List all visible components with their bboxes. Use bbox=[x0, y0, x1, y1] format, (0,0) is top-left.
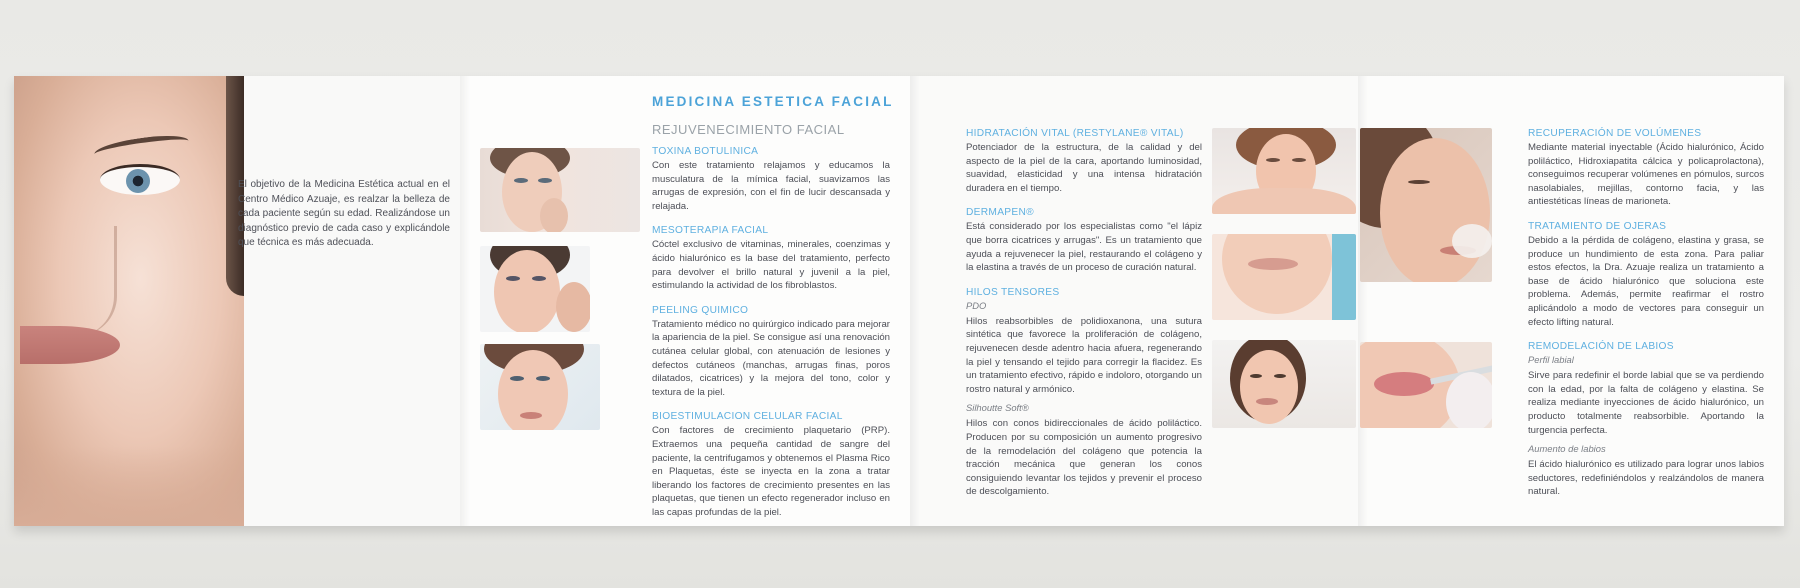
treatment-text: Debido a la pérdida de colágeno, elastina y grasa, se produce un hundimiento de esta zona. Para paliar estos efectos, la Dra. Azuaje realiza un tratamiento a base de ácido hialurónico que soluciona este problema. Además, permite reafirmar el rostro aplicándolo a modo de vectores para conseguir un efecto lifting natural. bbox=[1528, 234, 1764, 328]
treatment-heading: HIDRATACIÓN VITAL (RESTYLANE® VITAL) bbox=[966, 128, 1184, 139]
treatment-heading: DERMAPEN® bbox=[966, 207, 1034, 219]
treatment-text: Sirve para redefinir el borde labial que se va perdiendo con la edad, por la falta de colágeno y elastina. Se realiza mediante inyecciones de ácido hialurónico, un producto totalmente reabsorbible. Aportando la turgencia perfecta. bbox=[1528, 370, 1764, 436]
treatment-heading: REMODELACIÓN DE LABIOS bbox=[1528, 341, 1674, 353]
treatment-mesoterapia bbox=[652, 225, 890, 292]
treatment-subheading: Silhoutte Soft® bbox=[966, 402, 1029, 414]
photo-volumenes-face bbox=[1360, 128, 1492, 282]
brochure bbox=[14, 76, 1784, 526]
photo-hidratacion-woman bbox=[1212, 128, 1356, 214]
treatment-text: El ácido hialurónico es utilizado para lograr unos labios seductores, redefiniéndolos y realzándolos de manera natural. bbox=[1528, 459, 1764, 498]
hero-face-photo bbox=[14, 76, 244, 526]
fold-shadow bbox=[910, 76, 920, 526]
photo-peeling-face bbox=[480, 344, 600, 430]
treatment-heading: PEELING QUIMICO bbox=[652, 304, 749, 316]
treatment-hidratacion bbox=[966, 128, 1202, 195]
treatment-text: Potenciador de la estructura, de la calidad y del aspecto de la piel de la cara, aportando luminosidad, suavidad, elasticidad y una intensa hidratación duradera en el tiempo. bbox=[966, 142, 1202, 194]
treatments-column-3 bbox=[1528, 128, 1764, 511]
photo-botox-face bbox=[480, 148, 640, 232]
treatment-subheading: PDO bbox=[966, 299, 987, 311]
panel-hidratacion bbox=[910, 76, 1358, 526]
treatment-text: Mediante material inyectable (Ácido hialurónico, Ácido poliláctico, Hidroxiapatita cálcica y policaprolactona), conseguimos recuperar volúmenes en pómulos, surcos nasolabiales, mejillas, contorno facia, y las antiestéticas líneas de marioneta. bbox=[1528, 142, 1764, 208]
treatment-text: Hilos reabsorbibles de polidioxanona, una sutura sintética que favorece la proliferación de colágeno, rejuvenecen desde adentro hacia afuera, regenerando la piel y tensando el tejido para corregir la flacidez. Es un tratamiento efectivo, rápido e indoloro, otorgando un rostro natural y armónico. bbox=[966, 315, 1202, 395]
treatment-heading: TRATAMIENTO DE OJERAS bbox=[1528, 220, 1667, 232]
treatment-heading: BIOESTIMULACION CELULAR FACIAL bbox=[652, 411, 843, 423]
hero-nose bbox=[54, 226, 117, 336]
treatment-ojeras bbox=[1528, 221, 1764, 329]
panel-volumenes bbox=[1358, 76, 1784, 526]
treatment-bioestimulacion bbox=[652, 411, 890, 519]
treatment-peeling bbox=[652, 305, 890, 400]
hero-iris bbox=[126, 169, 150, 193]
treatment-volumenes bbox=[1528, 128, 1764, 209]
treatment-heading: RECUPERACIÓN DE VOLÚMENES bbox=[1528, 128, 1702, 139]
treatments-column-2 bbox=[966, 128, 1202, 511]
treatment-labios bbox=[1528, 341, 1764, 499]
treatment-text: Tratamiento médico no quirúrgico indicado para mejorar la apariencia de la piel. Se consigue así una renovación cutánea celular global, con atenuación de lesiones y defectos cutáneos (manchas, arrugas finas, poros dilatados, cicatrices) y la mejora del tono, color y textura de la piel. bbox=[652, 318, 891, 398]
hero-eye bbox=[100, 164, 180, 195]
panel-rejuvenecimiento bbox=[460, 76, 910, 526]
treatment-botox bbox=[652, 146, 890, 213]
intro-text: El objetivo de la Medicina Estética actual en el Centro Médico Azuaje, es realzar la belleza de cada paciente según su edad. Realizándose un diagnóstico previo de cada caso y explicándole que técnica es más adecuada. bbox=[238, 179, 450, 248]
section-subtitle: REJUVENECIMIENTO FACIAL bbox=[652, 122, 845, 137]
treatment-text: Con este tratamiento relajamos y educamos la musculatura de la mímica facial, suavizamos las arrugas de expresión, con el fin de lucir descansada y relajada. bbox=[652, 160, 890, 212]
treatment-dermapen bbox=[966, 207, 1202, 274]
hero-lips bbox=[20, 326, 120, 364]
section-title: MEDICINA ESTETICA FACIAL bbox=[652, 94, 894, 109]
photo-dermapen-chin bbox=[1212, 234, 1356, 320]
treatment-text: Está considerado por los especialistas como "el lápiz que borra cicatrices y arrugas". Es un tratamiento que ayuda a rejuvenecer la piel, restaurando el colágeno y la elastina a través de un proceso de curación natural. bbox=[966, 221, 1202, 274]
photo-mesoterapia-face bbox=[480, 246, 590, 332]
treatment-heading: TOXINA BOTULINICA bbox=[652, 146, 759, 157]
fold-shadow bbox=[460, 76, 470, 526]
treatment-subheading: Aumento de labios bbox=[1528, 443, 1606, 455]
photo-hilos-woman bbox=[1212, 340, 1356, 428]
hero-neck bbox=[14, 446, 244, 526]
treatment-text: Con factores de crecimiento plaquetario (PRP). Extraemos una pequeña cantidad de sangre del paciente, la centrifugamos y obtenemos el Plasma Rico en Plaquetas, éste se inyecta en la zona a tratar liberando los factores de crecimiento presentes en las plaquetas, que tienen un efecto regenerador incluso en las capas profundas de la piel. bbox=[652, 425, 890, 518]
treatment-text: Cóctel exclusivo de vitaminas, minerales, coenzimas y ácido hialurónico es la base del tratamiento, perfecto para devolver el brillo natural y juvenil a la piel, estimulando la actividad de los fibroblastos. bbox=[652, 239, 890, 292]
treatments-column-1 bbox=[652, 146, 890, 526]
treatment-subheading: Perfil labial bbox=[1528, 354, 1574, 366]
treatment-heading: MESOTERAPIA FACIAL bbox=[652, 225, 769, 237]
treatment-hilos bbox=[966, 287, 1202, 499]
treatment-heading: HILOS TENSORES bbox=[966, 286, 1060, 298]
photo-labios bbox=[1360, 342, 1492, 428]
hero-eyebrow bbox=[93, 131, 190, 163]
panel-cover bbox=[14, 76, 460, 526]
treatment-text: Hilos con conos bidireccionales de ácido poliláctico. Producen por su composición un aumento progresivo de la remodelación del colágeno que potencia la tracción mecánica que generan los conos consiguiendo levantar los tejidos y prevenir el proceso de descolgamiento. bbox=[966, 418, 1202, 498]
